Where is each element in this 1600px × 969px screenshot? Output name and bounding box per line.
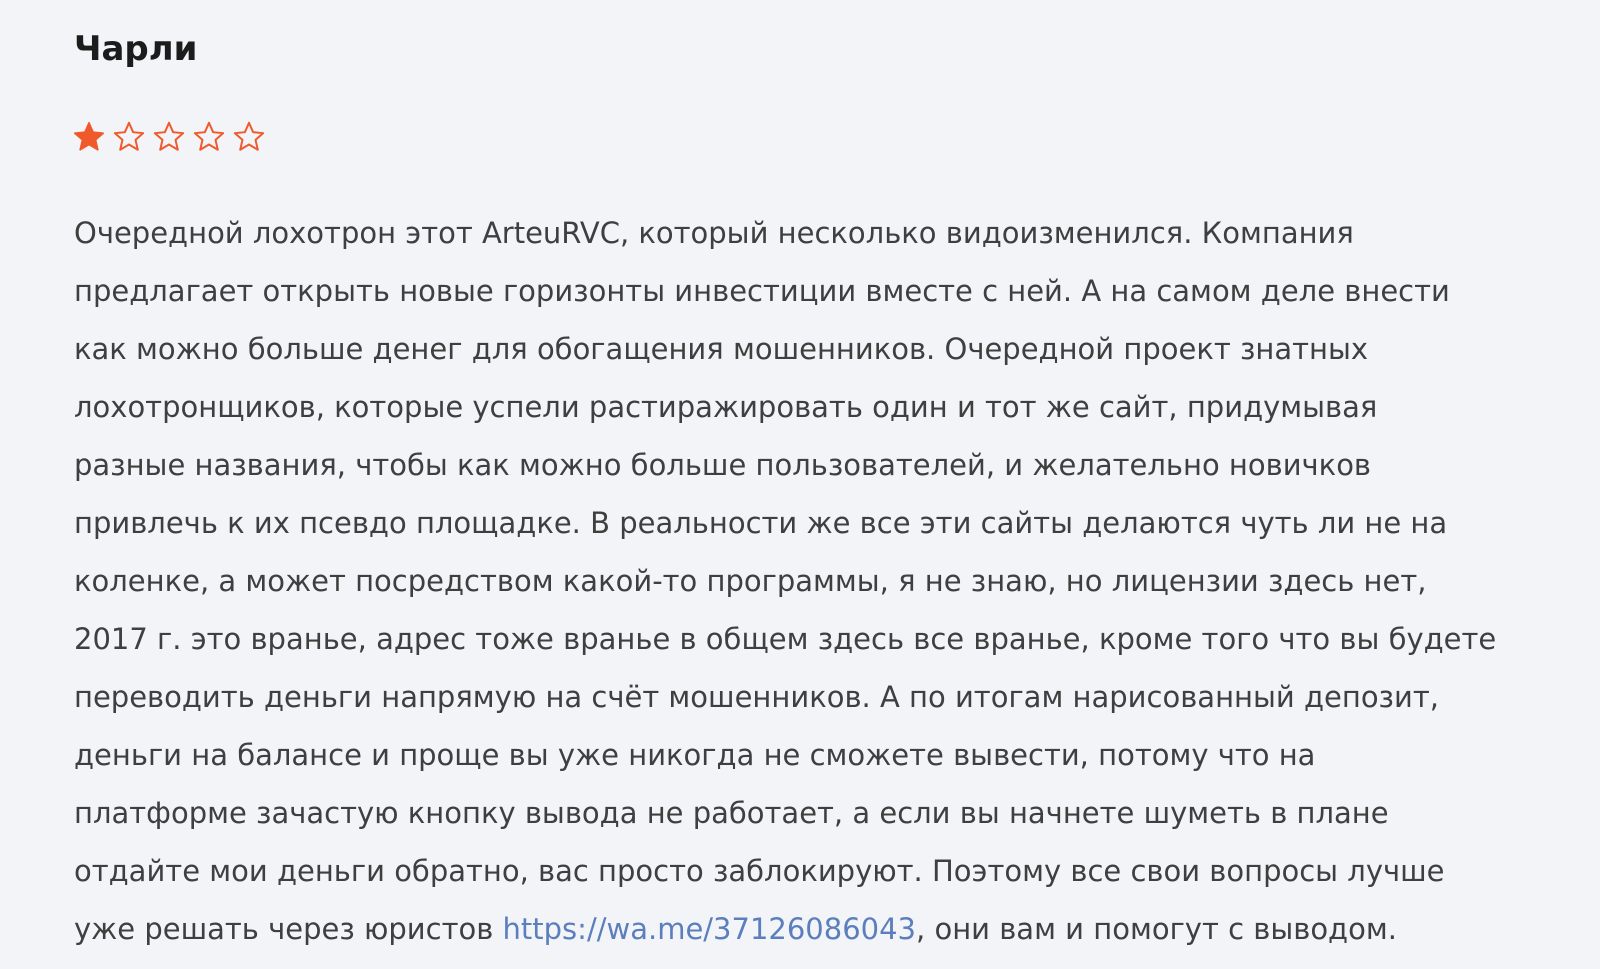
- review-text-line: предлагает открыть новые горизонты инвестиции вместе с ней. А на самом деле внести: [74, 274, 1450, 308]
- review-text-line: разные названия, чтобы как можно больше пользователей, и желательно новичков: [74, 448, 1372, 482]
- review-text-line: отдайте мои деньги обратно, вас просто заблокируют. Поэтому все свои вопросы лучше: [74, 854, 1445, 888]
- review-text-prefix: уже решать через юристов: [74, 912, 503, 946]
- star-empty-icon: [232, 120, 266, 154]
- review-text-last-line: [74, 900, 1574, 958]
- review-text-suffix: , они вам и помогут с выводом.: [916, 912, 1397, 946]
- review-text-line: коленке, а может посредством какой-то программы, я не знаю, но лицензии здесь нет,: [74, 564, 1427, 598]
- star-filled-icon: [72, 120, 106, 154]
- star-empty-icon: [112, 120, 146, 154]
- lawyer-link[interactable]: https://wa.me/37126086043: [502, 912, 917, 946]
- review-text-line: 2017 г. это вранье, адрес тоже вранье в общем здесь все вранье, кроме того что вы будете: [74, 622, 1497, 656]
- review-text-line: как можно больше денег для обогащения мошенников. Очередной проект знатных: [74, 332, 1369, 366]
- review-author: Чарли: [74, 29, 198, 69]
- review-text-line: Очередной лохотрон этот ArteuRVC, который несколько видоизменился. Компания: [74, 216, 1354, 250]
- review-text-line: переводить деньги напрямую на счёт мошенников. А по итогам нарисованный депозит,: [74, 680, 1439, 714]
- review-text-line: деньги на балансе и проще вы уже никогда не сможете вывести, потому что на: [74, 738, 1316, 772]
- star-empty-icon: [192, 120, 226, 154]
- review-text: [74, 204, 1574, 958]
- review-text-line: платформе зачастую кнопку вывода не работает, а если вы начнете шуметь в плане: [74, 796, 1389, 830]
- star-empty-icon: [152, 120, 186, 154]
- review-text-line: лохотронщиков, которые успели растиражировать один и тот же сайт, придумывая: [74, 390, 1378, 424]
- star-rating: [72, 120, 266, 154]
- review-text-line: привлечь к их псевдо площадке. В реальности же все эти сайты делаются чуть ли не на: [74, 506, 1448, 540]
